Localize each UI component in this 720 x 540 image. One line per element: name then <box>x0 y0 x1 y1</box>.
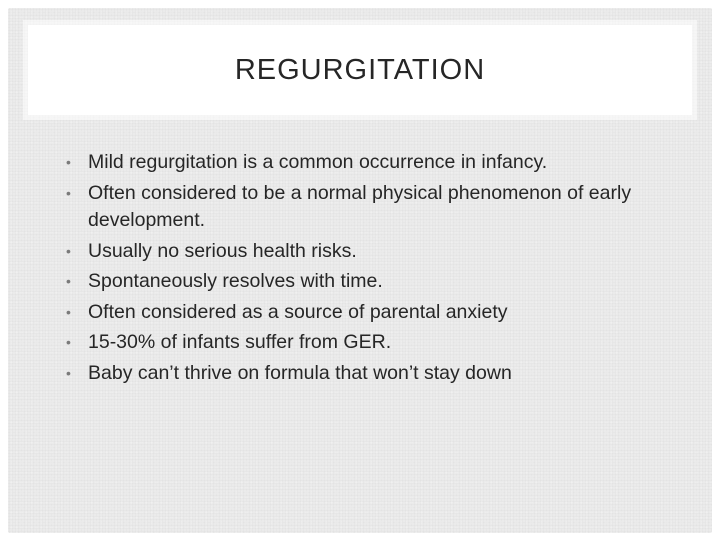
bullet-item <box>60 360 700 388</box>
bullet-item <box>60 238 700 266</box>
bullet-text: Spontaneously resolves with time. <box>88 270 383 292</box>
slide-title: REGURGITATION <box>234 53 486 86</box>
bullet-text: 15-30% of infants suffer from GER. <box>88 331 392 353</box>
bullet-list <box>60 149 700 390</box>
bullet-text: Baby can’t thrive on formula that won’t stay down <box>88 361 512 384</box>
bullet-text: Often considered as a source of parental anxiety <box>88 300 508 323</box>
bullet-icon: • <box>66 364 71 381</box>
bullet-icon: • <box>66 184 71 201</box>
bullet-item <box>60 329 700 357</box>
bullet-icon: • <box>66 273 71 289</box>
bullet-text: Usually no serious health risks. <box>88 239 357 262</box>
bullet-item <box>60 149 700 177</box>
bullet-item <box>60 299 700 327</box>
bullet-text: Mild regurgitation is a common occurrence in infancy. <box>88 151 548 173</box>
bullet-icon: • <box>66 242 71 259</box>
bullet-icon: • <box>66 334 71 350</box>
bullet-text: Often considered to be a normal physical phenomenon of early development. <box>88 181 632 231</box>
title-box <box>28 25 692 115</box>
bullet-item <box>60 180 700 235</box>
slide <box>8 8 712 533</box>
bullet-icon: • <box>66 303 71 320</box>
bullet-icon: • <box>66 154 71 170</box>
bullet-item <box>60 268 700 296</box>
